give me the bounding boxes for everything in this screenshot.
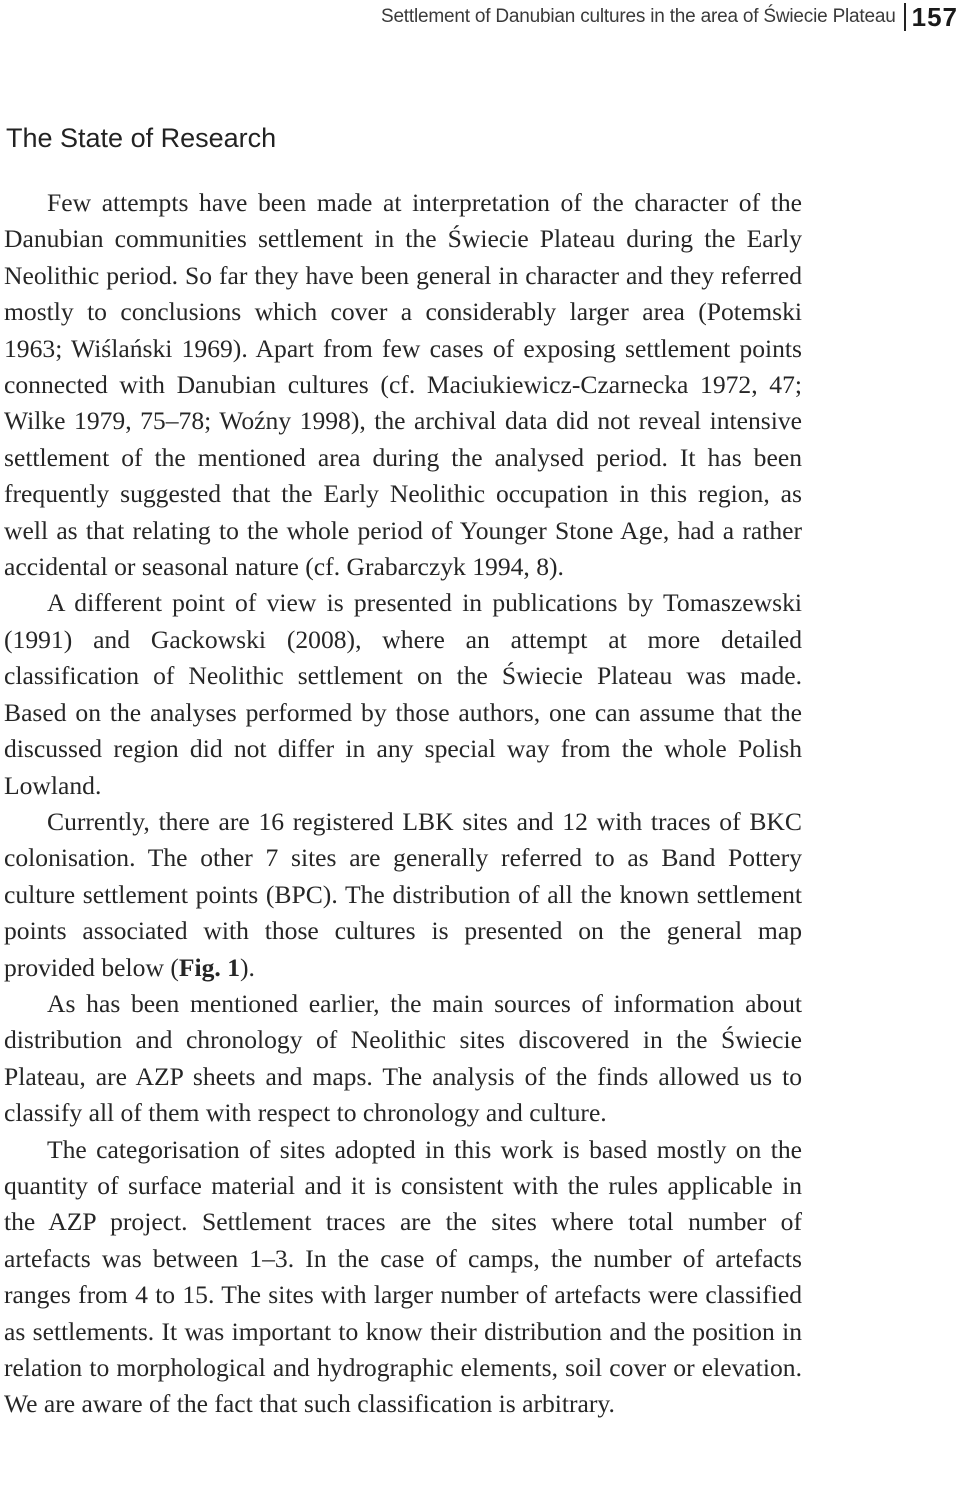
section-title: The State of Research [6,123,277,153]
paragraph-sources: As has been mentioned earlier, the main sources of information about distribution and chronology of Neolithic sites discovered in the Świecie Plateau, are AZP sheets and maps. The analysis of the finds allowed us to classify all of them with respect to chronology and culture. [4,988,802,1128]
paragraph-different-view: A different point of view is presented in publications by Tomaszewski (1991) and Gackowski (2008), where an attempt at more detailed classification of Neolithic settlement on the Świecie Plateau was made. Based on the analyses performed by those authors, one can assume that the discussed region did not differ in any special way from the whole Polish Lowland. [4,588,802,800]
paragraph-state-of-research: Few attempts have been made at interpretation of the character of the Danubian communities settlement in the Świecie Plateau during the Early Neolithic period. So far they have been general in character and they referred mostly to conclusions which cover a considerably larger area (Potemski 1963; Wiślański 1969). Apart from few cases of exposing settlement points connected with Danubian cultures (cf. Maciukiewicz-Czarnecka 1972, 47; Wilke 1979, 75–78; Woźny 1998), the archival data did not reveal intensive settlement of the mentioned area during the analysed period. It has been frequently suggested that the Early Neolithic occupation in this region, as well as that relating to the whole period of Younger Stone Age, had a rather accidental or seasonal nature (cf. Grabarczyk 1994, 8). [4,188,802,582]
paragraph-registered-sites [4,804,802,986]
body-text [4,185,802,1423]
paragraph-text: Currently, there are 16 registered LBK sites and 12 with traces of BKC colonisation. The other 7 sites are generally referred to as Band Pottery culture settlement points (BPC). The distribution of all the known settlement points associated with those cultures is presented on the general map provided below ( [4,806,802,982]
figure-reference: Fig. 1 [178,952,240,982]
paragraph-categorisation: The categorisation of sites adopted in this work is based mostly on the quantity of surface material and it is consistent with the rules applicable in the AZP project. Settlement traces are the sites where total number of artefacts was between 1–3. In the case of camps, the number of artefacts ranges from 4 to 15. The sites with larger number of artefacts were classified as settlements. It was important to know their distribution and the position in relation to morphological and hydrographic elements, soil cover or elevation. We are aware of the fact that such classification is arbitrary. [4,1134,802,1419]
paragraph-text: ). [240,952,255,982]
running-title: Settlement of Danubian cultures in the area of Świecie Plateau [380,6,896,27]
page-number: 157 [911,1,958,32]
running-head [381,0,960,34]
header-divider [904,3,906,31]
